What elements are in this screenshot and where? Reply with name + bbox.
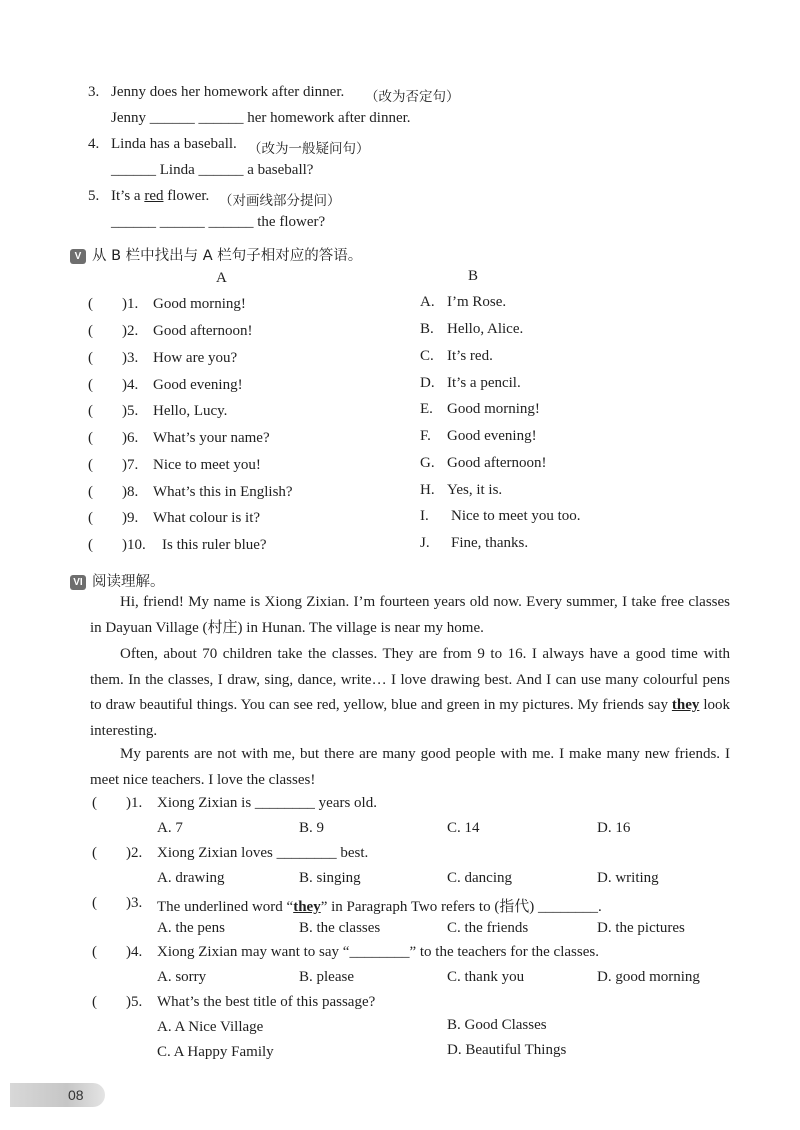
match-option-letter: A. xyxy=(420,294,435,310)
match-option-letter: B. xyxy=(420,321,434,337)
answer-line: Jenny ______ ______ her homework after dinner. xyxy=(111,110,411,126)
passage-paragraph-1: Hi, friend! My name is Xiong Zixian. I’m fourteen years old now. Every summer, I take free classes in Dayuan Village (村庄) in Hunan. The village is near my home. xyxy=(90,594,730,636)
passage-paragraph-3: My parents are not with me, but there are many good people with me. I make many new friends. I meet nice teachers. I love the classes! xyxy=(90,746,730,788)
section-title: 阅读理解。 xyxy=(92,574,165,590)
answer-bracket-open: ( xyxy=(88,430,93,446)
match-item-number: )1. xyxy=(122,296,139,312)
answer-bracket-open: ( xyxy=(88,350,93,366)
match-option-text: I’m Rose. xyxy=(447,294,507,310)
match-item-number: )8. xyxy=(122,484,139,500)
answer-option: D. good morning xyxy=(597,969,700,985)
answer-bracket-open: ( xyxy=(88,323,93,339)
answer-bracket-open: ( xyxy=(92,994,97,1010)
match-item-number: )9. xyxy=(122,510,139,526)
question-number: 3. xyxy=(88,84,100,100)
question-stem: Xiong Zixian is ________ years old. xyxy=(157,795,377,811)
match-item-number: )6. xyxy=(122,430,139,446)
answer-bracket-open: ( xyxy=(92,895,97,911)
question-number: )3. xyxy=(126,895,143,911)
match-option-letter: G. xyxy=(420,455,435,471)
answer-bracket-open: ( xyxy=(92,795,97,811)
match-option-letter: F. xyxy=(420,428,431,444)
match-option-text: It’s a pencil. xyxy=(447,375,521,391)
page-number: 08 xyxy=(68,1087,84,1103)
section-title: 从 B 栏中找出与 A 栏句子相对应的答语。 xyxy=(92,248,363,264)
match-item-text: Hello, Lucy. xyxy=(153,403,228,419)
answer-bracket-open: ( xyxy=(88,403,93,419)
question-number: )4. xyxy=(126,944,143,960)
section-badge: V xyxy=(70,249,86,264)
question-number: )5. xyxy=(126,994,143,1010)
match-option-text: Hello, Alice. xyxy=(447,321,524,337)
match-option-text: Yes, it is. xyxy=(447,482,503,498)
match-item-number: )4. xyxy=(122,377,139,393)
page-tab xyxy=(10,1083,105,1107)
match-item-number: )3. xyxy=(122,350,139,366)
answer-option: B. 9 xyxy=(299,820,325,836)
passage-paragraph-2: Often, about 70 children take the classes. They are from 9 to 16. I always have a good time with them. In the classes, I draw, sing, dance, write… I love drawing best. And I can use many colourful pens to draw beautiful things. You can see red, yellow, blue and green in my pictures. My friends say they look interesting. xyxy=(90,646,730,739)
match-option-text: Good morning! xyxy=(447,401,540,417)
answer-bracket-open: ( xyxy=(88,537,93,553)
answer-bracket-open: ( xyxy=(88,510,93,526)
match-option-letter: C. xyxy=(420,348,434,364)
match-option-text: It’s red. xyxy=(447,348,493,364)
section-5-heading xyxy=(70,244,362,265)
question-instruction: （对画线部分提问） xyxy=(219,193,341,209)
match-item-text: Good morning! xyxy=(153,296,246,312)
match-item-text: Is this ruler blue? xyxy=(162,537,267,553)
answer-bracket-open: ( xyxy=(92,845,97,861)
answer-option: C. thank you xyxy=(447,969,525,985)
answer-bracket-open: ( xyxy=(88,296,93,312)
answer-bracket-open: ( xyxy=(88,484,93,500)
match-item-number: )7. xyxy=(122,457,139,473)
match-item-text: How are you? xyxy=(153,350,238,366)
match-item-number: )10. xyxy=(122,537,146,553)
match-option-letter: I. xyxy=(420,508,429,524)
match-option-text: Fine, thanks. xyxy=(451,535,529,551)
question-stem: The underlined word “they” in Paragraph Two refers to (指代) ________. xyxy=(157,899,602,915)
question-number: )1. xyxy=(126,795,143,811)
question-instruction: （改为一般疑问句） xyxy=(248,141,370,157)
match-option-letter: D. xyxy=(420,375,435,391)
question-stem: Xiong Zixian may want to say “________” to the teachers for the classes. xyxy=(157,944,599,960)
underlined-word: they xyxy=(671,697,700,713)
question-text: It’s a red flower. xyxy=(111,188,210,204)
match-item-text: Good afternoon! xyxy=(153,323,253,339)
match-option-text: Nice to meet you too. xyxy=(451,508,581,524)
answer-option: C. dancing xyxy=(447,870,512,886)
section-badge: VI xyxy=(70,575,86,590)
answer-option: B. Good Classes xyxy=(447,1017,547,1033)
match-option-text: Good afternoon! xyxy=(447,455,547,471)
section-6-heading xyxy=(70,570,165,591)
match-option-letter: E. xyxy=(420,401,433,417)
match-option-letter: J. xyxy=(420,535,430,551)
column-a-header: A xyxy=(216,270,227,286)
match-item-text: Good evening! xyxy=(153,377,243,393)
match-item-text: What colour is it? xyxy=(153,510,261,526)
column-b-header: B xyxy=(468,268,479,284)
answer-bracket-open: ( xyxy=(88,377,93,393)
answer-option: D. 16 xyxy=(597,820,631,836)
question-number: )2. xyxy=(126,845,143,861)
answer-option: D. Beautiful Things xyxy=(447,1042,567,1058)
question-number: 4. xyxy=(88,136,100,152)
answer-bracket-open: ( xyxy=(92,944,97,960)
match-item-text: What’s your name? xyxy=(153,430,270,446)
match-item-number: )2. xyxy=(122,323,139,339)
match-option-text: Good evening! xyxy=(447,428,537,444)
answer-option: A. A Nice Village xyxy=(157,1019,264,1035)
answer-option: A. 7 xyxy=(157,820,183,836)
answer-option: C. the friends xyxy=(447,920,529,936)
answer-option: A. drawing xyxy=(157,870,225,886)
answer-option: B. please xyxy=(299,969,354,985)
answer-option: B. the classes xyxy=(299,920,381,936)
answer-option: D. the pictures xyxy=(597,920,685,936)
answer-option: D. writing xyxy=(597,870,659,886)
question-text: Jenny does her homework after dinner. xyxy=(111,84,345,100)
question-number: 5. xyxy=(88,188,100,204)
answer-line: ______ Linda ______ a baseball? xyxy=(111,162,314,178)
answer-line: ______ ______ ______ the flower? xyxy=(111,214,326,230)
answer-bracket-open: ( xyxy=(88,457,93,473)
answer-option: A. sorry xyxy=(157,969,207,985)
match-item-number: )5. xyxy=(122,403,139,419)
match-item-text: Nice to meet you! xyxy=(153,457,261,473)
answer-option: B. singing xyxy=(299,870,361,886)
answer-option: C. 14 xyxy=(447,820,480,836)
question-instruction: （改为否定句） xyxy=(365,89,460,105)
answer-option: A. the pens xyxy=(157,920,225,936)
match-item-text: What’s this in English? xyxy=(153,484,293,500)
answer-option: C. A Happy Family xyxy=(157,1044,274,1060)
question-text: Linda has a baseball. xyxy=(111,136,237,152)
question-stem: What’s the best title of this passage? xyxy=(157,994,376,1010)
question-stem: Xiong Zixian loves ________ best. xyxy=(157,845,369,861)
match-option-letter: H. xyxy=(420,482,435,498)
